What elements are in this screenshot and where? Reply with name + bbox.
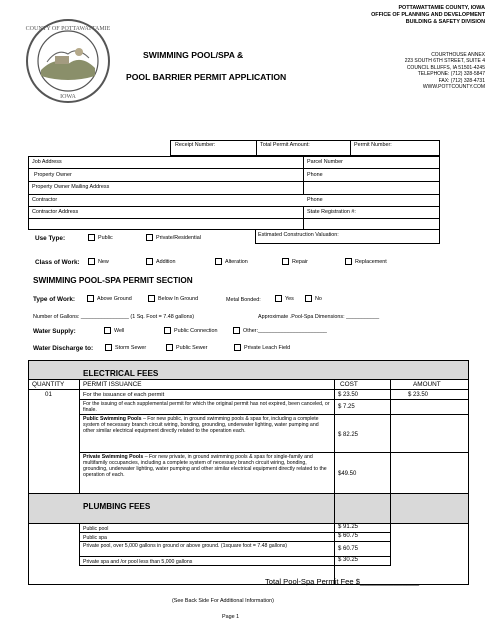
- pool-section-heading: SWIMMING POOL-SPA PERMIT SECTION: [33, 276, 193, 285]
- col-amount: AMOUNT: [413, 381, 441, 388]
- divider: [28, 379, 469, 380]
- row1-amount[interactable]: $ 23.50: [408, 392, 429, 398]
- permit-number-field[interactable]: Permit Number:: [354, 142, 392, 148]
- water-discharge-label: Water Discharge to:: [33, 345, 94, 352]
- option-label: Yes: [285, 295, 294, 302]
- checkbox-icon: [164, 327, 171, 334]
- class-of-work-label: Class of Work:: [35, 259, 80, 266]
- checkbox-icon: [88, 234, 95, 241]
- divider: [303, 206, 304, 230]
- option-label: Replacement: [355, 258, 387, 265]
- class-repair-checkbox[interactable]: [282, 258, 308, 265]
- class-new-checkbox[interactable]: [88, 258, 109, 265]
- option-label: Other:_______________________: [243, 327, 327, 334]
- row4-desc-text: – For new private, in ground swimming pools & spas for single-family and multifamily occupancies, including a complete system of necessary branch circuit wiring, bonding, grounding, underwater lighting, water pumping and other similar electrical equipment directly related to the operation of each.: [83, 454, 327, 478]
- option-label: Private Leach Field: [244, 344, 291, 351]
- discharge-public-sewer-checkbox[interactable]: [166, 344, 207, 351]
- divider: [350, 140, 351, 156]
- checkbox-icon: [146, 234, 153, 241]
- row4-cost: $49.50: [338, 471, 357, 477]
- job-address-field[interactable]: Job Address: [32, 159, 62, 165]
- plumbing-row2-desc: Public spa: [83, 535, 107, 541]
- address-line: COURTHOUSE ANNEX: [431, 52, 485, 58]
- checkbox-icon: [233, 327, 240, 334]
- divider: [390, 523, 391, 566]
- plumbing-row2-cost: $ 60.75: [338, 533, 359, 539]
- option-label: Above Ground: [97, 295, 132, 302]
- class-alteration-checkbox[interactable]: [215, 258, 248, 265]
- divider: [79, 532, 335, 533]
- divider: [79, 452, 469, 453]
- form-title-line2: POOL BARRIER PERMIT APPLICATION: [126, 72, 287, 82]
- checkbox-icon: [234, 344, 241, 351]
- water-public-connection-checkbox[interactable]: [164, 327, 217, 334]
- address-line: WWW.POTTCOUNTY.COM: [422, 84, 485, 91]
- divider: [28, 389, 469, 390]
- discharge-storm-sewer-checkbox[interactable]: [105, 344, 146, 351]
- above-ground-checkbox[interactable]: [87, 295, 132, 302]
- divider: [256, 140, 257, 156]
- page-number: Page 1: [222, 614, 240, 620]
- plumbing-row4-cost: $ 30.25: [338, 557, 359, 563]
- state-registration-field[interactable]: State Registration #:: [307, 209, 356, 215]
- pool-dimensions-field[interactable]: Approximate .Pool-Spa Dimensions: ___________: [258, 314, 380, 320]
- contractor-phone-field[interactable]: Phone: [307, 197, 323, 203]
- discharge-leach-field-checkbox[interactable]: [234, 344, 290, 351]
- metal-bonded-label: Metal Bonded:: [226, 297, 261, 303]
- estimated-valuation-field[interactable]: Estimated Construction Valuation:: [258, 232, 339, 238]
- type-of-work-label: Type of Work:: [33, 296, 76, 303]
- below-ground-checkbox[interactable]: [148, 295, 198, 302]
- checkbox-icon: [148, 295, 155, 302]
- option-label: Private/Residential: [156, 234, 201, 241]
- checkbox-icon: [146, 258, 153, 265]
- class-replacement-checkbox[interactable]: [345, 258, 387, 265]
- water-well-checkbox[interactable]: [104, 327, 124, 334]
- row1-cost: $ 23.50: [338, 392, 359, 398]
- agency-header: [371, 5, 485, 26]
- checkbox-icon: [104, 327, 111, 334]
- row4-desc: [83, 454, 331, 478]
- property-owner-field[interactable]: Property Owner: [34, 172, 72, 178]
- checkbox-icon: [305, 295, 312, 302]
- receipt-number-field[interactable]: Receipt Number:: [175, 142, 216, 148]
- owner-phone-field[interactable]: Phone: [307, 172, 323, 178]
- svg-text:IOWA: IOWA: [60, 94, 76, 100]
- row1-desc: For the issuance of each permit: [83, 392, 165, 398]
- owner-mailing-address-field[interactable]: Property Owner Mailing Address: [32, 184, 110, 190]
- plumbing-row3-cost: $ 60.75: [338, 546, 359, 552]
- divider: [79, 523, 80, 566]
- row2-cost: $ 7.25: [338, 404, 355, 410]
- row3-desc-bold: Public Swimming Pools: [83, 416, 142, 422]
- col-cost: COST: [340, 381, 358, 388]
- plumbing-band: [391, 494, 468, 523]
- option-label: Addition: [156, 258, 176, 265]
- option-label: Public Sewer: [176, 344, 208, 351]
- divider: [28, 523, 469, 524]
- option-label: Storm Sewer: [115, 344, 147, 351]
- option-label: No: [315, 295, 322, 302]
- checkbox-icon: [87, 295, 94, 302]
- address-line: FAX: (712) 328-4731: [438, 77, 485, 84]
- contractor-field[interactable]: Contractor: [32, 197, 58, 203]
- plumbing-row1-cost: $ 91.25: [338, 524, 359, 530]
- divider: [28, 206, 440, 207]
- divider: [79, 399, 469, 400]
- divider: [28, 181, 440, 182]
- address-line: TELEPHONE: (712) 328-5847: [417, 71, 485, 78]
- divider: [334, 379, 335, 585]
- checkbox-icon: [275, 295, 282, 302]
- electrical-fees-heading: ELECTRICAL FEES: [83, 369, 159, 378]
- option-label: Public: [98, 234, 113, 241]
- checkbox-icon: [345, 258, 352, 265]
- agency-line: OFFICE OF PLANNING AND DEVELOPMENT: [371, 12, 485, 18]
- address-line: 223 SOUTH 6TH STREET, SUITE 4: [404, 58, 485, 65]
- divider: [303, 181, 304, 194]
- option-label: New: [98, 258, 109, 265]
- row3-desc-text: – For new public, in ground swimming pools & spas for, including a complete system of necessary branch circuit wiring, bonding, grounding, underwater lighting, water pumping and other similar electrical equipment directly related to the operation each.: [83, 416, 319, 434]
- contractor-address-field[interactable]: Contractor Address: [32, 209, 79, 215]
- col-issuance: PERMIT ISSUANCE: [83, 381, 142, 388]
- water-other-checkbox[interactable]: [233, 327, 327, 334]
- divider: [79, 565, 335, 566]
- plumbing-band: [335, 494, 390, 523]
- divider: [28, 218, 440, 219]
- checkbox-icon: [215, 258, 222, 265]
- svg-text:COUNTY OF POTTAWATTAMIE: COUNTY OF POTTAWATTAMIE: [25, 26, 111, 32]
- row4-desc-bold: Private Swimming Pools: [83, 454, 144, 460]
- county-seal-logo: [25, 18, 111, 104]
- divider: [334, 541, 390, 542]
- agency-line: POTTAWATTAMIE COUNTY, IOWA: [398, 5, 485, 11]
- water-supply-label: Water Supply:: [33, 328, 76, 335]
- row3-cost: $ 82.25: [338, 432, 359, 438]
- divider: [79, 541, 335, 542]
- row3-desc: [83, 416, 331, 434]
- checkbox-icon: [88, 258, 95, 265]
- row1-qty: 01: [45, 391, 52, 398]
- use-type-label: Use Type:: [35, 235, 66, 242]
- agency-line: BUILDING & SAFETY DIVISION: [405, 19, 485, 25]
- option-label: Below In Ground: [158, 295, 199, 302]
- plumbing-row3-desc: Private pool, over 5,000 gallons in ground or above ground. (1square foot = 7.48 gallons): [83, 543, 288, 549]
- checkbox-icon: [105, 344, 112, 351]
- row2-desc: For the issuing of each supplemental permit for which the original permit has not expired, been canceled, or finale.: [83, 401, 330, 413]
- divider: [334, 565, 390, 566]
- total-permit-fee-field[interactable]: Total Pool-Spa Permit Fee $______________: [265, 577, 420, 586]
- form-title-line1: SWIMMING POOL/SPA &: [143, 50, 244, 60]
- plumbing-band: [29, 494, 334, 523]
- metal-bonded-no-checkbox[interactable]: [305, 295, 322, 302]
- option-label: Public Connection: [174, 327, 218, 334]
- divider: [79, 556, 335, 557]
- plumbing-row1-desc: Public pool: [83, 526, 109, 532]
- divider: [28, 168, 440, 169]
- col-quantity: QUANTITY: [32, 381, 65, 388]
- use-private-checkbox[interactable]: [146, 234, 201, 241]
- option-label: Repair: [292, 258, 308, 265]
- parcel-number-field[interactable]: Parcel Number: [307, 159, 343, 165]
- agency-address: [405, 52, 485, 90]
- plumbing-row4-desc: Private spa and /or pool less than 5,000 gallons: [83, 559, 193, 565]
- divider: [79, 414, 469, 415]
- option-label: Alteration: [225, 258, 248, 265]
- number-of-gallons-field[interactable]: Number of Gallons: ________________ (1 Sq. Foot = 7.48 gallons): [33, 314, 195, 320]
- plumbing-fees-heading: PLUMBING FEES: [83, 502, 151, 511]
- total-permit-amount-field[interactable]: Total Permit Amount:: [260, 142, 310, 148]
- divider: [28, 194, 440, 195]
- checkbox-icon: [282, 258, 289, 265]
- address-line: COUNCIL BLUFFS, IA 51501-4245: [406, 64, 485, 71]
- use-public-checkbox[interactable]: [88, 234, 113, 241]
- class-addition-checkbox[interactable]: [146, 258, 175, 265]
- back-side-note: (See Back Side For Additional Information): [172, 598, 274, 604]
- option-label: Well: [114, 327, 125, 334]
- checkbox-icon: [166, 344, 173, 351]
- metal-bonded-yes-checkbox[interactable]: [275, 295, 294, 302]
